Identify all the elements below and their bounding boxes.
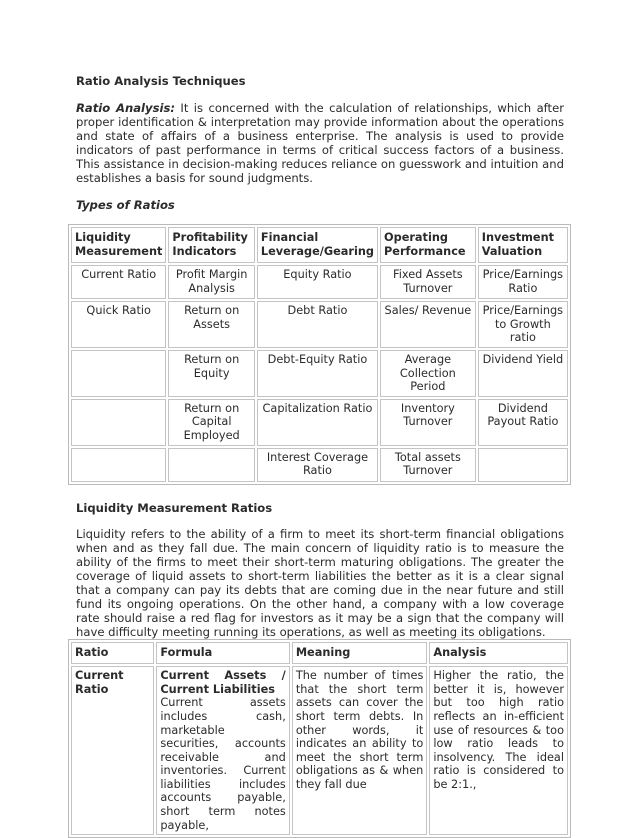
meaning-cell: The number of times that the short term assets can cover the short term debts. In other words, it indicates an ability to meet the short term obligations as & when they fall due xyxy=(292,666,428,835)
table-row xyxy=(71,399,568,446)
table-row xyxy=(71,666,568,835)
analysis-cell: Higher the ratio, the better it is, however but too high ratio reflects an in-efficient use of resources & too low ratio leads to insolvency. The ideal ratio is considered to be 2:1., xyxy=(429,666,568,835)
col-header: Ratio xyxy=(71,642,154,665)
table-cell: Profit Margin Analysis xyxy=(168,265,255,299)
formula-description: Current assets includes cash, marketable securities, accounts receivable and inventories. Current liabilities includes accounts payable, short term notes payable, xyxy=(160,696,286,832)
types-header-row xyxy=(71,227,568,263)
types-table xyxy=(68,224,571,485)
formula-cell xyxy=(156,666,289,835)
table-cell xyxy=(71,448,166,482)
table-cell: Return on Equity xyxy=(168,350,255,397)
table-cell: Return on Capital Employed xyxy=(168,399,255,446)
table-cell: Debt-Equity Ratio xyxy=(257,350,378,397)
col-header: Formula xyxy=(156,642,289,665)
intro-label: Ratio Analysis: xyxy=(76,101,175,115)
table-cell: Quick Ratio xyxy=(71,301,166,348)
table-cell: Total assets Turnover xyxy=(380,448,476,482)
table-cell: Debt Ratio xyxy=(257,301,378,348)
table-row xyxy=(71,350,568,397)
intro-text: It is concerned with the calculation of relationships, which after proper identification & interpretation may provide information about the operations and state of affairs of a business enterprise. The analysis is used to provide indicators of past performance in terms of critical success factors of a business. This assistance in decision-making reduces reliance on guesswork and intuition and establishes a basis for sound judgments. xyxy=(76,101,564,185)
table-cell: Inventory Turnover xyxy=(380,399,476,446)
table-row xyxy=(71,301,568,348)
ratio-cell: Current Ratio xyxy=(71,666,154,835)
formula-expression: Current Assets / Current Liabilities xyxy=(160,669,286,696)
table-cell: Dividend Yield xyxy=(478,350,568,397)
table-cell: Capitalization Ratio xyxy=(257,399,378,446)
table-cell: Current Ratio xyxy=(71,265,166,299)
table-row xyxy=(71,448,568,482)
col-header: Profitability Indicators xyxy=(168,227,255,263)
table-cell: Price/Earnings to Growth ratio xyxy=(478,301,568,348)
types-heading: Types of Ratios xyxy=(76,198,175,212)
intro-paragraph xyxy=(76,101,564,185)
formula-table xyxy=(68,639,571,838)
table-cell xyxy=(71,399,166,446)
table-cell: Average Collection Period xyxy=(380,350,476,397)
table-cell: Sales/ Revenue xyxy=(380,301,476,348)
col-header: Analysis xyxy=(429,642,568,665)
liquidity-paragraph: Liquidity refers to the ability of a firm to meet its short-term financial obligations when and as they fall due. The main concern of liquidity ratio is to measure the ability of the firms to meet their short-term maturing obligations. The greater the coverage of liquid assets to short-term liabilities the better as it is a clear signal that a company can pay its debts that are coming due in the near future and still fund its ongoing operations. On the other hand, a company with a low coverage rate should raise a red flag for investors as it may be a sign that the company will have difficulty meeting running its operations, as well as meeting its obligations. xyxy=(76,526,564,639)
table-cell: Equity Ratio xyxy=(257,265,378,299)
liquidity-heading: Liquidity Measurement Ratios xyxy=(76,500,273,515)
col-header: Liquidity Measurement xyxy=(71,227,166,263)
table-cell: Interest Coverage Ratio xyxy=(257,448,378,482)
table-cell: Dividend Payout Ratio xyxy=(478,399,568,446)
table-cell xyxy=(478,448,568,482)
table-cell: Price/Earnings Ratio xyxy=(478,265,568,299)
page-title: Ratio Analysis Techniques xyxy=(76,74,246,88)
col-header: Investment Valuation xyxy=(478,227,568,263)
table-row xyxy=(71,265,568,299)
col-header: Financial Leverage/Gearing xyxy=(257,227,378,263)
col-header: Meaning xyxy=(292,642,428,665)
table-cell xyxy=(71,350,166,397)
table-cell: Return on Assets xyxy=(168,301,255,348)
col-header: Operating Performance xyxy=(380,227,476,263)
formula-header-row xyxy=(71,642,568,665)
table-cell: Fixed Assets Turnover xyxy=(380,265,476,299)
table-cell xyxy=(168,448,255,482)
document-page xyxy=(76,74,564,838)
